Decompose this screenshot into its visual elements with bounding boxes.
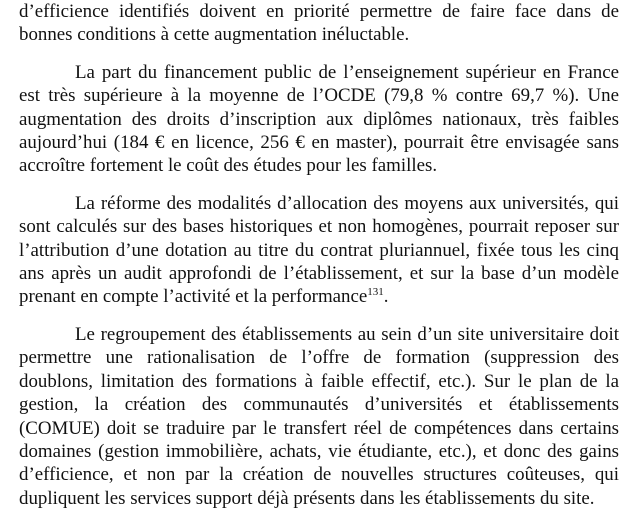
paragraph-allocation-text: La réforme des modalités d’allocation des moyens aux universités, qui sont calculés sur des bases historiques et non homogènes, pourrait reposer sur l’attribution d’une dotation au titre du contrat pluriannuel, fixée tous les cinq ans après un audit approfondi de l’établissement, et sur la base d’un modèle prenant en compte l’activité et la performance (19, 192, 619, 308)
paragraph-public-funding: La part du financement public de l’enseignement supérieur en France est très supérieure à la moyenne de l’OCDE (79,8 % contre 69,7 %). Une augmentation des droits d’inscription aux diplômes nationaux, très faibles aujourd’hui (184 € en licence, 256 € en master), pourrait être envisagée sans accroître fortement le coût des études pour les familles. (19, 61, 619, 177)
paragraph-continuation: d’efficience identifiés doivent en priorité permettre de faire face dans de bonnes conditions à cette augmentation inéluctable. (19, 1, 619, 46)
paragraph-site-grouping: Le regroupement des établissements au sein d’un site universitaire doit permettre une rationalisation de l’offre de formation (suppression des doublons, limitation des formations à faible effectif, etc.). Sur le plan de la gestion, la création des communautés d’universités et établissements (COMUE) doit se traduire par le transfert réel de compétences dans certains domaines (gestion immobilière, achats, vie étudiante, etc.), et donc des gains d’efficience, et non par la création de nouvelles structures coûteuses, qui dupliquent les services support déjà présents dans les établissements du site. (19, 323, 619, 509)
document-page (19, 0, 619, 524)
footnote-reference[interactable]: 131 (367, 286, 384, 299)
paragraph-allocation-reform (19, 192, 619, 309)
paragraph-allocation-tail: . (383, 286, 389, 308)
